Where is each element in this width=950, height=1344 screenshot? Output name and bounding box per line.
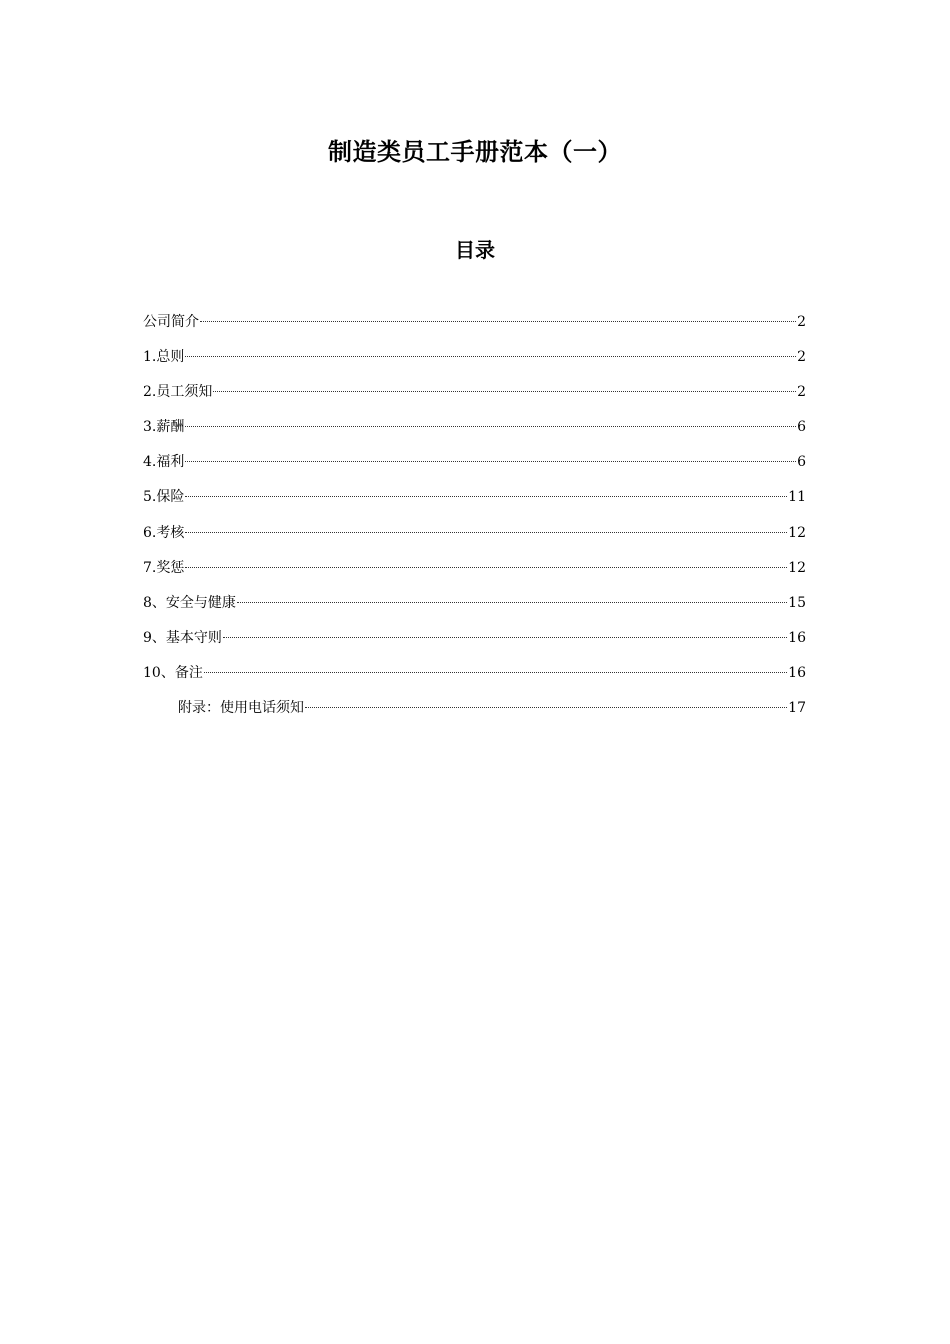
toc-entry-label: 8、安全与健康 [143, 594, 236, 611]
toc-entry-company-intro[interactable] [143, 310, 806, 345]
toc-entry-label: 2.员工须知 [143, 384, 213, 401]
toc-entry-general-rules[interactable] [143, 345, 806, 380]
toc-entry-remarks[interactable] [143, 661, 806, 696]
toc-entry-label: 公司简介 [143, 314, 199, 330]
toc-entry-label: 4.福利 [143, 454, 185, 471]
toc-dot-leader [185, 532, 787, 533]
toc-entry-label: 9、基本守则 [143, 629, 222, 646]
toc-entry-safety-health[interactable] [143, 591, 806, 626]
toc-dot-leader [185, 496, 787, 497]
toc-entry-page: 16 [788, 629, 806, 646]
toc-entry-page: 2 [797, 349, 806, 366]
toc-entry-page: 11 [788, 489, 806, 506]
toc-entry-page: 2 [797, 314, 806, 330]
toc-entry-label: 6.考核 [143, 524, 185, 541]
toc-entry-page: 12 [788, 524, 806, 541]
toc-entry-page: 2 [797, 384, 806, 401]
toc-entry-page: 15 [788, 594, 806, 611]
toc-entry-label: 7.奖惩 [143, 559, 185, 576]
toc-entry-basic-rules[interactable] [143, 626, 806, 661]
toc-entry-label: 10、备注 [143, 664, 203, 681]
toc-entry-label: 5.保险 [143, 489, 185, 506]
toc-dot-leader [223, 637, 787, 638]
document-title: 制造类员工手册范本（一） [328, 138, 622, 166]
toc-heading: 目录 [455, 238, 495, 262]
toc-entry-assessment[interactable] [143, 521, 806, 556]
toc-entry-page: 12 [788, 559, 806, 576]
toc-entry-salary[interactable] [143, 415, 806, 450]
toc-entry-employee-notice[interactable] [143, 380, 806, 415]
table-of-contents [143, 310, 806, 731]
toc-dot-leader [185, 567, 787, 568]
toc-entry-appendix-phone[interactable] [143, 696, 806, 731]
toc-dot-leader [237, 602, 787, 603]
toc-dot-leader [185, 356, 796, 357]
toc-entry-label: 3.薪酬 [143, 419, 185, 436]
toc-entry-insurance[interactable] [143, 485, 806, 520]
toc-dot-leader [185, 426, 796, 427]
toc-entry-welfare[interactable] [143, 450, 806, 485]
toc-entry-page: 6 [797, 419, 806, 436]
toc-entry-label: 1.总则 [143, 349, 185, 366]
toc-entry-page: 6 [797, 454, 806, 471]
toc-dot-leader [305, 707, 787, 708]
toc-entry-page: 16 [788, 664, 806, 681]
toc-dot-leader [200, 321, 796, 322]
toc-dot-leader [204, 672, 787, 673]
toc-dot-leader [185, 461, 796, 462]
toc-dot-leader [213, 391, 796, 392]
toc-entry-rewards-penalties[interactable] [143, 556, 806, 591]
toc-entry-page: 17 [788, 700, 806, 717]
toc-entry-label: 附录：使用电话须知 [178, 700, 304, 717]
